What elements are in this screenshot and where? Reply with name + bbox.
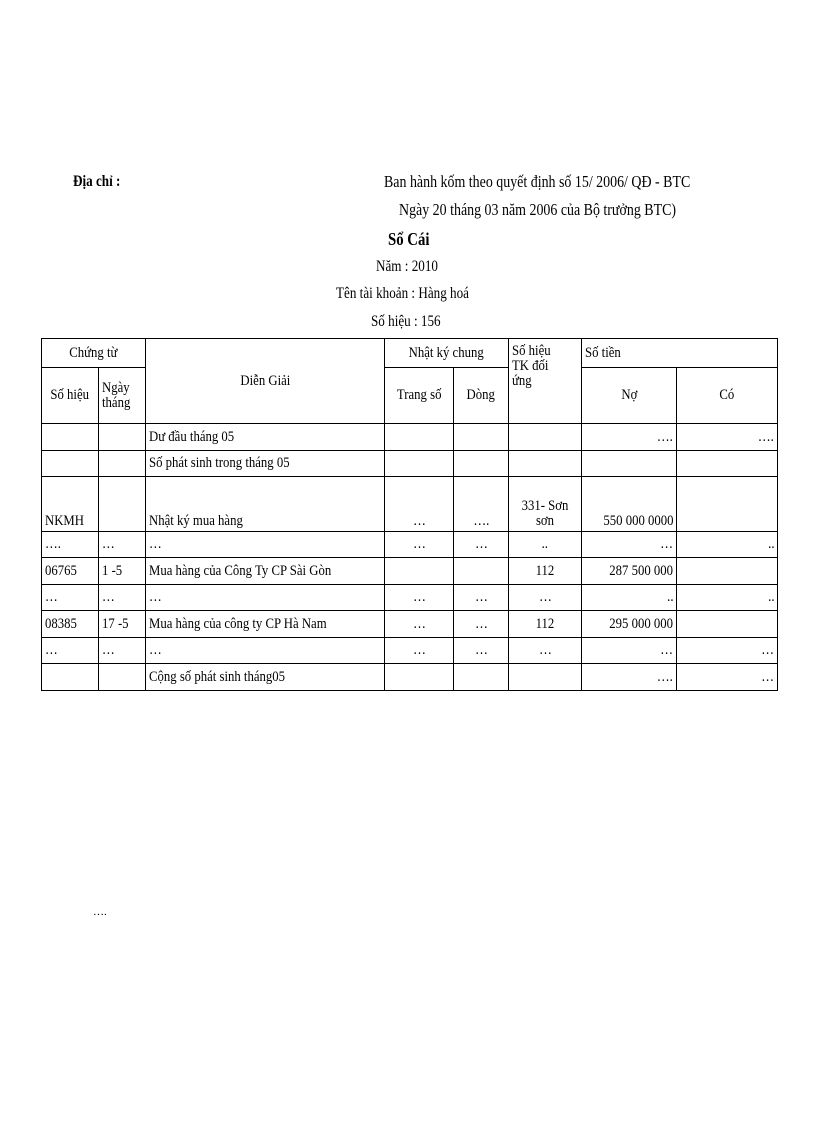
header-voucher: Chứng từ xyxy=(42,339,146,368)
cell-voucher-date: 17 -5 xyxy=(99,611,146,638)
cell-debit: 287 500 000 xyxy=(582,558,677,585)
header-contra-account: Số hiệu TK đối ứng xyxy=(509,339,582,424)
cell-voucher-date xyxy=(99,477,146,532)
header-credit: Có xyxy=(677,368,778,424)
cell-credit xyxy=(677,558,778,585)
ledger-table xyxy=(41,338,778,691)
cell-journal-line xyxy=(454,451,509,477)
cell-debit: … xyxy=(582,532,677,558)
header-voucher-date: Ngày tháng xyxy=(99,368,146,424)
cell-voucher-date: … xyxy=(99,585,146,611)
cell-credit xyxy=(677,611,778,638)
cell-journal-line xyxy=(454,424,509,451)
cell-description: … xyxy=(146,532,385,558)
table-row xyxy=(42,424,778,451)
table-row xyxy=(42,664,778,691)
cell-voucher-date: … xyxy=(99,638,146,664)
cell-description: … xyxy=(146,585,385,611)
cell-contra-account: .. xyxy=(509,532,582,558)
cell-voucher-no xyxy=(42,451,99,477)
cell-voucher-no: …. xyxy=(42,532,99,558)
cell-credit: …. xyxy=(677,424,778,451)
cell-voucher-date: … xyxy=(99,532,146,558)
issued-date-line: Ngày 20 tháng 03 năm 2006 của Bộ trưởng BTC) xyxy=(399,200,677,219)
cell-journal-page xyxy=(385,451,454,477)
cell-journal-line xyxy=(454,664,509,691)
cell-debit: …. xyxy=(582,664,677,691)
table-row xyxy=(42,585,778,611)
header-journal-line: Dòng xyxy=(454,368,509,424)
cell-description: Mua hàng của công ty CP Hà Nam xyxy=(146,611,385,638)
cell-journal-page xyxy=(385,558,454,585)
issued-decision-line: Ban hành kốm theo quyết định số 15/ 2006/ QĐ - BTC xyxy=(384,172,691,191)
account-name: Tên tài khoản : Hàng hoá xyxy=(336,285,469,302)
cell-contra-account: … xyxy=(509,638,582,664)
table-row xyxy=(42,477,778,532)
table-row xyxy=(42,532,778,558)
cell-journal-page xyxy=(385,664,454,691)
cell-journal-page: … xyxy=(385,585,454,611)
cell-description: … xyxy=(146,638,385,664)
cell-contra-account: 331- Sơn sơn xyxy=(509,477,582,532)
cell-debit: 295 000 000 xyxy=(582,611,677,638)
cell-debit: .. xyxy=(582,585,677,611)
cell-description: Số phát sinh trong tháng 05 xyxy=(146,451,385,477)
cell-contra-account: … xyxy=(509,585,582,611)
header-debit: Nợ xyxy=(582,368,677,424)
cell-voucher-no: … xyxy=(42,638,99,664)
cell-journal-line: …. xyxy=(454,477,509,532)
cell-voucher-no: 08385 xyxy=(42,611,99,638)
cell-journal-line: … xyxy=(454,638,509,664)
header-journal: Nhật ký chung xyxy=(385,339,509,368)
cell-description: Mua hàng của Công Ty CP Sài Gòn xyxy=(146,558,385,585)
header-amount: Số tiền xyxy=(582,339,778,368)
cell-description: Cộng số phát sinh tháng05 xyxy=(146,664,385,691)
cell-contra-account xyxy=(509,664,582,691)
ledger-title: Sổ Cái xyxy=(388,229,430,249)
ledger-year: Năm : 2010 xyxy=(376,258,438,275)
cell-credit: .. xyxy=(677,532,778,558)
header-journal-page: Trang số xyxy=(385,368,454,424)
cell-debit: 550 000 0000 xyxy=(582,477,677,532)
cell-journal-page: … xyxy=(385,532,454,558)
table-row xyxy=(42,558,778,585)
cell-description: Nhật ký mua hàng xyxy=(146,477,385,532)
cell-journal-line: … xyxy=(454,611,509,638)
cell-voucher-date: 1 -5 xyxy=(99,558,146,585)
cell-journal-page: … xyxy=(385,638,454,664)
table-row xyxy=(42,611,778,638)
cell-voucher-no: NKMH xyxy=(42,477,99,532)
cell-journal-page: … xyxy=(385,611,454,638)
cell-debit: … xyxy=(582,638,677,664)
header-description: Diễn Giải xyxy=(146,339,385,424)
cell-description: Dư đầu tháng 05 xyxy=(146,424,385,451)
cell-debit xyxy=(582,451,677,477)
cell-journal-line: … xyxy=(454,585,509,611)
cell-debit: …. xyxy=(582,424,677,451)
table-row xyxy=(42,451,778,477)
cell-voucher-date xyxy=(99,424,146,451)
table-row xyxy=(42,638,778,664)
cell-credit: … xyxy=(677,638,778,664)
account-code: Số hiệu : 156 xyxy=(371,313,441,330)
address-label: Địa chỉ : xyxy=(73,173,121,190)
cell-contra-account xyxy=(509,451,582,477)
cell-voucher-no: … xyxy=(42,585,99,611)
footer-dots: …. xyxy=(93,906,107,918)
cell-contra-account xyxy=(509,424,582,451)
cell-journal-line xyxy=(454,558,509,585)
cell-credit xyxy=(677,451,778,477)
cell-voucher-no xyxy=(42,424,99,451)
cell-journal-page: … xyxy=(385,477,454,532)
cell-credit: .. xyxy=(677,585,778,611)
cell-voucher-no xyxy=(42,664,99,691)
cell-voucher-date xyxy=(99,451,146,477)
header-voucher-no: Số hiệu xyxy=(42,368,99,424)
cell-journal-page xyxy=(385,424,454,451)
cell-voucher-date xyxy=(99,664,146,691)
cell-voucher-no: 06765 xyxy=(42,558,99,585)
cell-contra-account: 112 xyxy=(509,558,582,585)
cell-contra-account: 112 xyxy=(509,611,582,638)
cell-credit xyxy=(677,477,778,532)
cell-journal-line: … xyxy=(454,532,509,558)
cell-credit: … xyxy=(677,664,778,691)
